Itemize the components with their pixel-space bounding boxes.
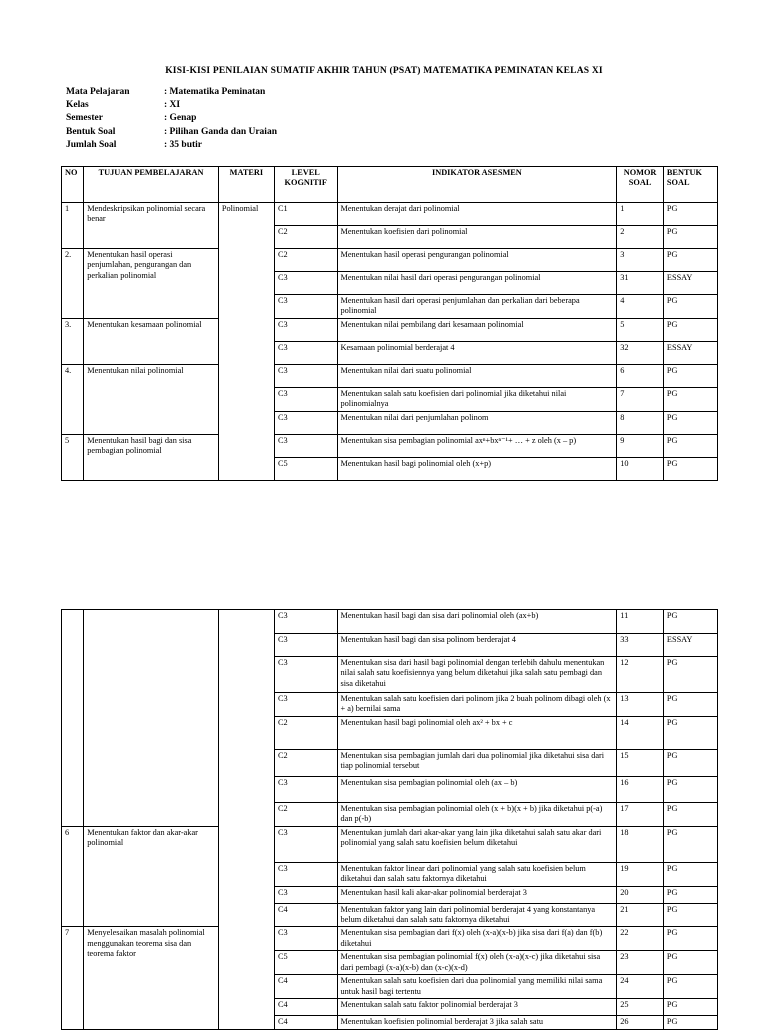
indikator-asesmen: Menentukan salah satu faktor polinomial berderajat 3 — [337, 999, 617, 1016]
bentuk-soal: PG — [663, 693, 717, 717]
table-row — [62, 203, 718, 226]
bentuk-soal: PG — [663, 716, 717, 749]
bentuk-soal: PG — [663, 387, 717, 411]
tujuan-pembelajaran: Menentukan kesamaan polinomial — [84, 318, 219, 364]
row-number: 7 — [62, 927, 84, 1029]
level-kognitif: C3 — [274, 776, 337, 802]
level-kognitif: C4 — [274, 999, 337, 1016]
indikator-asesmen: Menentukan nilai hasil dari operasi pengurangan polinomial — [337, 272, 617, 295]
row-number: 4. — [62, 364, 84, 434]
bentuk-soal: PG — [663, 249, 717, 272]
level-kognitif: C3 — [274, 610, 337, 634]
meta-value: : XI — [164, 100, 181, 111]
tujuan-pembelajaran: Menentukan hasil bagi dan sisa pembagian polinomial — [84, 434, 219, 480]
nomor-soal: 7 — [617, 387, 664, 411]
row-number: 1 — [62, 203, 84, 249]
indikator-asesmen: Menentukan sisa pembagian polinomial oleh (x + b)(x + b) jika diketahui p(-a) dan p(-b) — [337, 802, 617, 826]
nomor-soal: 32 — [617, 341, 664, 364]
meta-row — [66, 127, 277, 140]
document-title: KISI-KISI PENILAIAN SUMATIF AKHIR TAHUN (PSAT) MATEMATIKA PEMINATAN KELAS XI — [165, 66, 603, 76]
level-kognitif: C3 — [274, 886, 337, 903]
bentuk-soal: PG — [663, 862, 717, 886]
table-row — [62, 318, 718, 341]
indikator-asesmen: Menentukan salah satu koefisien dari polinomial jika diketahui nilai polinomialnya — [337, 387, 617, 411]
level-kognitif: C1 — [274, 203, 337, 226]
indikator-asesmen: Menentukan sisa pembagian polinomial axⁿ+bxⁿ⁻¹+ … + z oleh (x – p) — [337, 434, 617, 457]
level-kognitif: C4 — [274, 903, 337, 927]
level-kognitif: C4 — [274, 1016, 337, 1029]
indikator-asesmen: Kesamaan polinomial berderajat 4 — [337, 341, 617, 364]
indikator-asesmen: Menentukan hasil operasi pengurangan polinomial — [337, 249, 617, 272]
bentuk-soal: PG — [663, 999, 717, 1016]
level-kognitif: C2 — [274, 716, 337, 749]
bentuk-soal: PG — [663, 364, 717, 387]
level-kognitif: C3 — [274, 927, 337, 951]
header-materi: MATERI — [218, 167, 274, 203]
meta-row — [66, 140, 277, 153]
level-kognitif: C3 — [274, 862, 337, 886]
bentuk-soal: PG — [663, 886, 717, 903]
bentuk-soal: PG — [663, 295, 717, 319]
kisi-table-page-1 — [61, 166, 718, 481]
level-kognitif: C2 — [274, 802, 337, 826]
bentuk-soal: PG — [663, 927, 717, 951]
level-kognitif: C5 — [274, 457, 337, 480]
table-row — [62, 249, 718, 272]
level-kognitif: C2 — [274, 249, 337, 272]
indikator-asesmen: Menentukan sisa pembagian dari f(x) oleh (x-a)(x-b) jika sisa dari f(a) dan f(b) diketahui — [337, 927, 617, 951]
nomor-soal: 5 — [617, 318, 664, 341]
indikator-asesmen: Menentukan salah satu koefisien dari dua polinomial yang memiliki nilai sama untuk hasil bagi tertentu — [337, 975, 617, 999]
bentuk-soal: PG — [663, 411, 717, 434]
header-tujuan: TUJUAN PEMBELAJARAN — [84, 167, 219, 203]
meta-key: Mata Pelajaran — [66, 87, 130, 97]
header-indikator: INDIKATOR ASESMEN — [337, 167, 617, 203]
indikator-asesmen: Menentukan sisa pembagian jumlah dari dua polinomial jika diketahui sisa dari tiap polinomial tersebut — [337, 749, 617, 776]
indikator-asesmen: Menentukan salah satu koefisien dari polinom jika 2 buah polinom dibagi oleh (x + a) bernilai sama — [337, 693, 617, 717]
row-number: 3. — [62, 318, 84, 364]
nomor-soal: 1 — [617, 203, 664, 226]
meta-key: Kelas — [66, 100, 89, 111]
nomor-soal: 18 — [617, 826, 664, 862]
meta-value: : Pilihan Ganda dan Uraian — [164, 126, 277, 137]
bentuk-soal: PG — [663, 434, 717, 457]
indikator-asesmen: Menentukan jumlah dari akar-akar yang lain jika diketahui salah satu akar dari polinomial yang salah satu koefisien belum diketahui — [337, 826, 617, 862]
indikator-asesmen: Menentukan sisa pembagian polinomial f(x) oleh (x-a)(x-c) jika diketahui sisa dari pembagi (x-a)(x-b) dan (x-c)(x-d) — [337, 951, 617, 975]
indikator-asesmen: Menentukan hasil bagi dan sisa dari polinomial oleh (ax+b) — [337, 610, 617, 634]
level-kognitif: C3 — [274, 826, 337, 862]
tujuan-pembelajaran: Menentukan hasil operasi penjumlahan, pengurangan dan perkalian polinomial — [84, 249, 219, 319]
bentuk-soal: ESSAY — [663, 341, 717, 364]
nomor-soal: 3 — [617, 249, 664, 272]
nomor-soal: 24 — [617, 975, 664, 999]
nomor-soal: 15 — [617, 749, 664, 776]
indikator-asesmen: Menentukan hasil bagi polinomial oleh (x+p) — [337, 457, 617, 480]
nomor-soal: 14 — [617, 716, 664, 749]
nomor-soal: 2 — [617, 226, 664, 249]
nomor-soal: 31 — [617, 272, 664, 295]
indikator-asesmen: Menentukan koefisien dari polinomial — [337, 226, 617, 249]
bentuk-soal: PG — [663, 1016, 717, 1029]
bentuk-soal: PG — [663, 903, 717, 927]
header-no: NO — [62, 167, 84, 203]
nomor-soal: 6 — [617, 364, 664, 387]
indikator-asesmen: Menentukan koefisien polinomial berderajat 3 jika salah satu — [337, 1016, 617, 1029]
nomor-soal: 11 — [617, 610, 664, 634]
level-kognitif: C3 — [274, 657, 337, 693]
nomor-soal: 16 — [617, 776, 664, 802]
bentuk-soal: PG — [663, 318, 717, 341]
bentuk-soal: PG — [663, 226, 717, 249]
level-kognitif: C2 — [274, 226, 337, 249]
tujuan-pembelajaran: Menyelesaikan masalah polinomial menggunakan teorema sisa dan teorema faktor — [84, 927, 219, 1029]
nomor-soal: 23 — [617, 951, 664, 975]
row-number — [62, 610, 84, 827]
level-kognitif: C4 — [274, 975, 337, 999]
table-row — [62, 364, 718, 387]
nomor-soal: 25 — [617, 999, 664, 1016]
table-row — [62, 434, 718, 457]
indikator-asesmen: Menentukan nilai dari suatu polinomial — [337, 364, 617, 387]
indikator-asesmen: Menentukan faktor yang lain dari polinomial berderajat 4 yang konstantanya belum diketahui dan salah satu faktornya diketahui — [337, 903, 617, 927]
table-row — [62, 610, 718, 634]
header-bentuk: BENTUK SOAL — [663, 167, 717, 203]
indikator-asesmen: Menentukan derajat dari polinomial — [337, 203, 617, 226]
level-kognitif: C2 — [274, 749, 337, 776]
tujuan-pembelajaran: Mendeskripsikan polinomial secara benar — [84, 203, 219, 249]
bentuk-soal: PG — [663, 802, 717, 826]
nomor-soal: 13 — [617, 693, 664, 717]
bentuk-soal: PG — [663, 610, 717, 634]
indikator-asesmen: Menentukan sisa pembagian polinomial oleh (ax – b) — [337, 776, 617, 802]
bentuk-soal: PG — [663, 826, 717, 862]
meta-block — [66, 87, 277, 153]
bentuk-soal: PG — [663, 749, 717, 776]
table-row — [62, 927, 718, 951]
level-kognitif: C3 — [274, 364, 337, 387]
bentuk-soal: PG — [663, 776, 717, 802]
row-number: 5 — [62, 434, 84, 480]
table-row — [62, 826, 718, 862]
bentuk-soal: ESSAY — [663, 634, 717, 657]
level-kognitif: C3 — [274, 411, 337, 434]
level-kognitif: C3 — [274, 693, 337, 717]
materi-cell — [218, 610, 274, 1030]
level-kognitif: C3 — [274, 272, 337, 295]
meta-key: Semester — [66, 113, 103, 124]
level-kognitif: C3 — [274, 341, 337, 364]
header-level: LEVEL KOGNITIF — [274, 167, 337, 203]
tujuan-pembelajaran — [84, 610, 219, 827]
row-number: 6 — [62, 826, 84, 927]
nomor-soal: 9 — [617, 434, 664, 457]
nomor-soal: 19 — [617, 862, 664, 886]
indikator-asesmen: Menentukan faktor linear dari polinomial yang salah satu koefisien belum diketahui dan salah satu faktornya diketahui — [337, 862, 617, 886]
level-kognitif: C5 — [274, 951, 337, 975]
bentuk-soal: PG — [663, 657, 717, 693]
nomor-soal: 12 — [617, 657, 664, 693]
indikator-asesmen: Menentukan nilai dari penjumlahan polinom — [337, 411, 617, 434]
bentuk-soal: ESSAY — [663, 272, 717, 295]
materi-cell: Polinomial — [218, 203, 274, 481]
nomor-soal: 26 — [617, 1016, 664, 1029]
meta-key: Jumlah Soal — [66, 139, 117, 150]
header-nomor: NOMOR SOAL — [617, 167, 664, 203]
indikator-asesmen: Menentukan hasil bagi dan sisa polinom berderajat 4 — [337, 634, 617, 657]
meta-value: : Genap — [164, 113, 197, 124]
indikator-asesmen: Menentukan hasil dari operasi penjumlahan dan perkalian dari beberapa polinomial — [337, 295, 617, 319]
nomor-soal: 33 — [617, 634, 664, 657]
bentuk-soal: PG — [663, 951, 717, 975]
bentuk-soal: PG — [663, 457, 717, 480]
indikator-asesmen: Menentukan hasil bagi polinomial oleh ax² + bx + c — [337, 716, 617, 749]
meta-value: : Matematika Peminatan — [164, 87, 266, 97]
meta-row — [66, 87, 277, 100]
nomor-soal: 21 — [617, 903, 664, 927]
nomor-soal: 22 — [617, 927, 664, 951]
indikator-asesmen: Menentukan sisa dari hasil bagi polinomial dengan terlebih dahulu menentukan nilai salah satu koefisiennya yang belum diketahui jika salah satu pembagi dan sisa diketahui — [337, 657, 617, 693]
indikator-asesmen: Menentukan hasil kali akar-akar polinomial berderajat 3 — [337, 886, 617, 903]
meta-row — [66, 100, 277, 113]
kisi-table-page-2 — [61, 609, 718, 1030]
nomor-soal: 8 — [617, 411, 664, 434]
meta-row — [66, 113, 277, 126]
nomor-soal: 17 — [617, 802, 664, 826]
nomor-soal: 4 — [617, 295, 664, 319]
level-kognitif: C3 — [274, 434, 337, 457]
meta-value: : 35 butir — [164, 139, 202, 150]
level-kognitif: C3 — [274, 295, 337, 319]
nomor-soal: 10 — [617, 457, 664, 480]
level-kognitif: C3 — [274, 318, 337, 341]
meta-key: Bentuk Soal — [66, 126, 116, 137]
level-kognitif: C3 — [274, 387, 337, 411]
bentuk-soal: PG — [663, 975, 717, 999]
row-number: 2. — [62, 249, 84, 319]
level-kognitif: C3 — [274, 634, 337, 657]
nomor-soal: 20 — [617, 886, 664, 903]
tujuan-pembelajaran: Menentukan faktor dan akar-akar polinomial — [84, 826, 219, 927]
indikator-asesmen: Menentukan nilai pembilang dari kesamaan polinomial — [337, 318, 617, 341]
tujuan-pembelajaran: Menentukan nilai polinomial — [84, 364, 219, 434]
bentuk-soal: PG — [663, 203, 717, 226]
